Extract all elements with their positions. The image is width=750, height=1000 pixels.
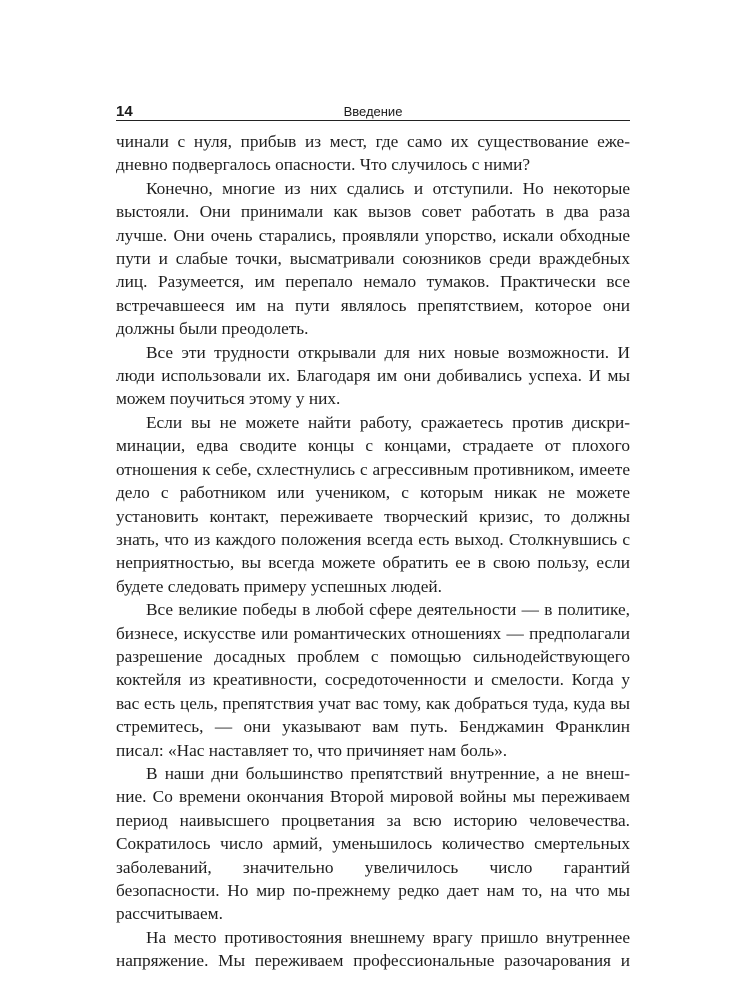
running-header — [116, 100, 630, 121]
paragraph: Конечно, многие из них сдались и отступили. Но некоторые выстояли. Они принимали как вызов совет работать в два раза лучше. Они очень старались, проявляли упорство, искали обходные пути и слабые точки, высматривали союзников среди враждебных лиц. Разумеется, им перепало немало тумаков. Практически все встречавшееся им на пути являлось препятствием, которое они должны были преодолеть. — [116, 178, 630, 339]
book-page — [116, 100, 630, 973]
paragraph: В наши дни большинство препятствий внутренние, а не внешние. Со времени окончания Второй мировой войны мы переживаем период наивысшего процветания за всю историю человечества. Сократилось число армий, уменьшилось количество смертельных заболеваний, значительно увеличилось число гарантий безопасности. Но мир по-прежнему редко дает нам то, на что мы рассчитываем. — [116, 763, 630, 924]
page-number: 14 — [116, 103, 133, 120]
paragraph: Все великие победы в любой сфере деятельности — в политике, бизнесе, искусстве или романтических отношениях — предполагали разрешение досадных проблем с помощью сильнодействующего коктейля из креативности, сосредоточенности и смелости. Когда у вас есть цель, препятствия учат вас тому, как добраться туда, куда вы стремитесь, — они указывают вам путь. Бенджамин Франклин писал: «Нас наставляет то, что причиняет нам боль». — [116, 600, 630, 760]
paragraph: чинали с нуля, прибыв из мест, где само их существование ежедневно подвергалось опасности. Что случилось с ними? — [116, 132, 630, 175]
paragraph: На место противостояния внешнему врагу пришло внутреннее напряжение. Мы переживаем профессиональные разочарования и — [116, 927, 630, 971]
paragraph: Если вы не можете найти работу, сражаетесь против дискриминации, едва сводите концы с концами, страдаете от плохого отношения к себе, схлестнулись с агрессивным противником, имеете дело с работником или учеником, с которым никак не можете установить контакт, переживаете творческий кризис, то должны знать, что из каждого положения всегда есть выход. Столкнувшись с неприятностью, вы всегда можете обратить ее в свою пользу, если будете следовать примеру успешных людей. — [116, 412, 630, 596]
body-text — [116, 130, 630, 973]
paragraph: Все эти трудности открывали для них новые возможности. И люди использовали их. Благодаря им они добивались успеха. И мы можем поучиться этому у них. — [116, 342, 630, 409]
section-title: Введение — [343, 104, 403, 119]
